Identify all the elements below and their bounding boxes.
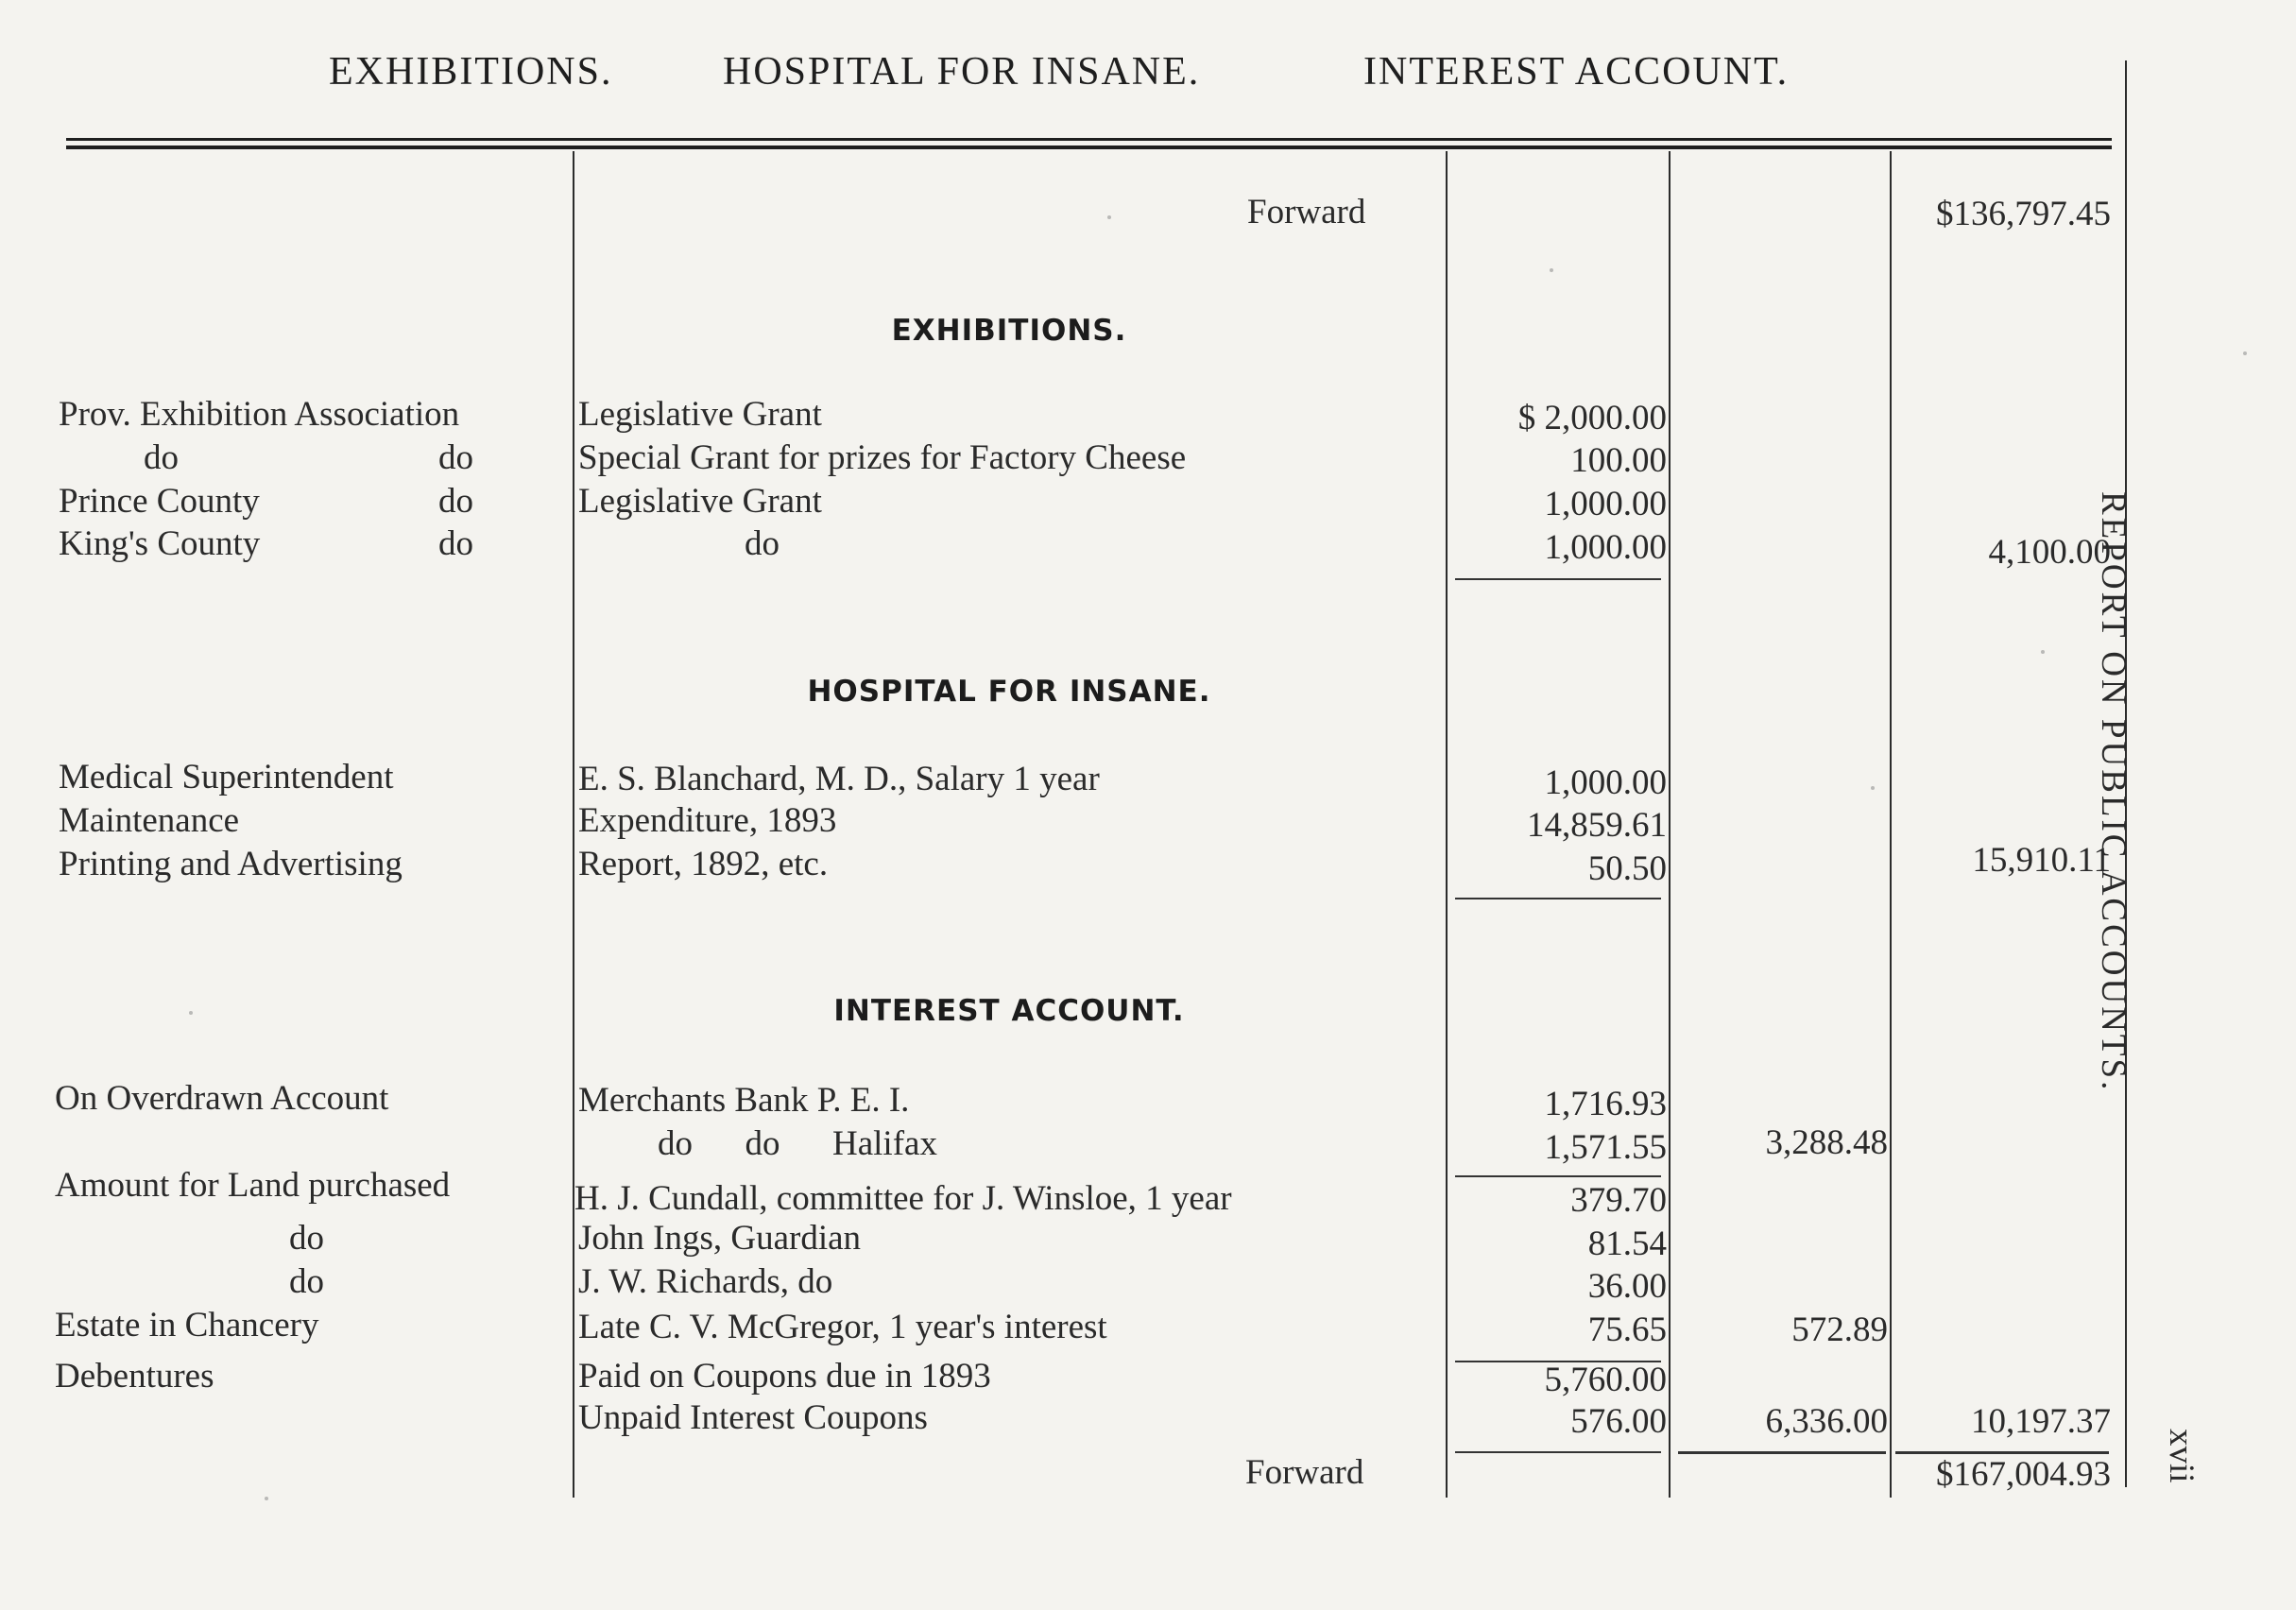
payee: On Overdrawn Account [55, 1079, 389, 1118]
detail: Report, 1892, etc. [578, 845, 829, 883]
interest-total: 10,197.37 [1971, 1402, 2111, 1441]
scan-speck [1550, 268, 1553, 272]
forward-amount-top: $136,797.45 [1936, 195, 2111, 233]
sum-rule [1455, 898, 1661, 899]
scan-speck [2243, 351, 2247, 355]
scan-speck [1871, 786, 1875, 790]
amount: 1,716.93 [1544, 1085, 1667, 1123]
payee: do [289, 1219, 324, 1258]
payee: Printing and Advertising [59, 845, 403, 883]
detail: H. J. Cundall, committee for J. Winsloe, 1 year [574, 1179, 1232, 1218]
detail: John Ings, Guardian [578, 1219, 862, 1258]
detail: J. W. Richards, do [578, 1262, 833, 1301]
section-heading-interest: INTEREST ACCOUNT. [833, 994, 1185, 1028]
payee: Estate in Chancery [55, 1306, 319, 1345]
amount: 100.00 [1570, 441, 1667, 480]
header-rule-bottom [66, 146, 2112, 149]
forward-label-top: Forward [1247, 193, 1366, 231]
detail: E. S. Blanchard, M. D., Salary 1 year [578, 760, 1100, 798]
subtotal: 6,336.00 [1765, 1402, 1888, 1441]
payee: Prov. Exhibition Association [59, 395, 460, 434]
sum-rule [1455, 578, 1661, 580]
detail: Legislative Grant [578, 395, 822, 434]
detail: Paid on Coupons due in 1893 [578, 1357, 991, 1396]
payee-ditto: do [438, 438, 473, 477]
page-folio: xvii [2162, 1429, 2201, 1483]
payee: Maintenance [59, 801, 240, 840]
detail: do [745, 524, 780, 563]
forward-label-bottom: Forward [1245, 1453, 1364, 1492]
header-rule-top [66, 138, 2112, 141]
amount: 576.00 [1570, 1402, 1667, 1441]
amount: 1,000.00 [1544, 485, 1667, 523]
payee-ditto: do [438, 524, 473, 563]
forward-amount-bottom: $167,004.93 [1936, 1455, 2111, 1494]
column-divider-amount [1669, 151, 1671, 1498]
subtotal: 3,288.48 [1765, 1123, 1888, 1162]
section-heading-exhibitions: EXHIBITIONS. [891, 314, 1127, 348]
amount: 379.70 [1570, 1181, 1667, 1220]
payee: Amount for Land purchased [55, 1166, 451, 1205]
column-divider-detail [1446, 151, 1448, 1498]
column-divider-subtotal [1890, 151, 1892, 1498]
header-interest: INTEREST ACCOUNT. [1363, 50, 1790, 94]
detail: Expenditure, 1893 [578, 801, 837, 840]
amount: 81.54 [1587, 1225, 1667, 1263]
hospital-total: 15,910.11 [1972, 841, 2111, 880]
exhibitions-total: 4,100.00 [1988, 533, 2111, 572]
header-exhibitions: EXHIBITIONS. [329, 50, 613, 94]
payee: do [289, 1262, 324, 1301]
payee-ditto: do [438, 482, 473, 521]
amount: 1,000.00 [1544, 528, 1667, 567]
detail: do do Halifax [658, 1124, 937, 1163]
side-running-title: REPORT ON PUBLIC ACCOUNTS. [2094, 491, 2133, 1093]
payee: Debentures [55, 1357, 214, 1396]
column-divider-payee [573, 151, 574, 1498]
detail: Special Grant for prizes for Factory Cheese [578, 438, 1187, 477]
scan-speck [189, 1011, 193, 1015]
payee: do [144, 438, 179, 477]
scan-speck [1107, 215, 1111, 219]
amount: 36.00 [1587, 1267, 1667, 1306]
amount: 1,000.00 [1544, 763, 1667, 802]
section-heading-hospital: HOSPITAL FOR INSANE. [807, 675, 1211, 709]
header-hospital: HOSPITAL FOR INSANE. [723, 50, 1201, 94]
sum-rule [1455, 1451, 1661, 1453]
detail: Merchants Bank P. E. I. [578, 1081, 910, 1120]
payee: King's County [59, 524, 261, 563]
detail: Unpaid Interest Coupons [578, 1398, 928, 1437]
subtotal: 572.89 [1791, 1310, 1888, 1349]
scan-speck [2041, 650, 2045, 654]
detail: Legislative Grant [578, 482, 822, 521]
amount: $ 2,000.00 [1517, 399, 1667, 437]
detail: Late C. V. McGregor, 1 year's interest [578, 1308, 1107, 1346]
payee: Medical Superintendent [59, 758, 394, 796]
amount: 14,859.61 [1527, 806, 1667, 845]
amount: 1,571.55 [1544, 1128, 1667, 1167]
amount: 50.50 [1587, 849, 1667, 888]
payee: Prince County [59, 482, 260, 521]
sum-rule [1678, 1451, 1886, 1454]
scan-speck [265, 1497, 268, 1500]
sum-rule [1455, 1175, 1661, 1177]
amount: 75.65 [1587, 1310, 1667, 1349]
amount: 5,760.00 [1544, 1361, 1667, 1399]
